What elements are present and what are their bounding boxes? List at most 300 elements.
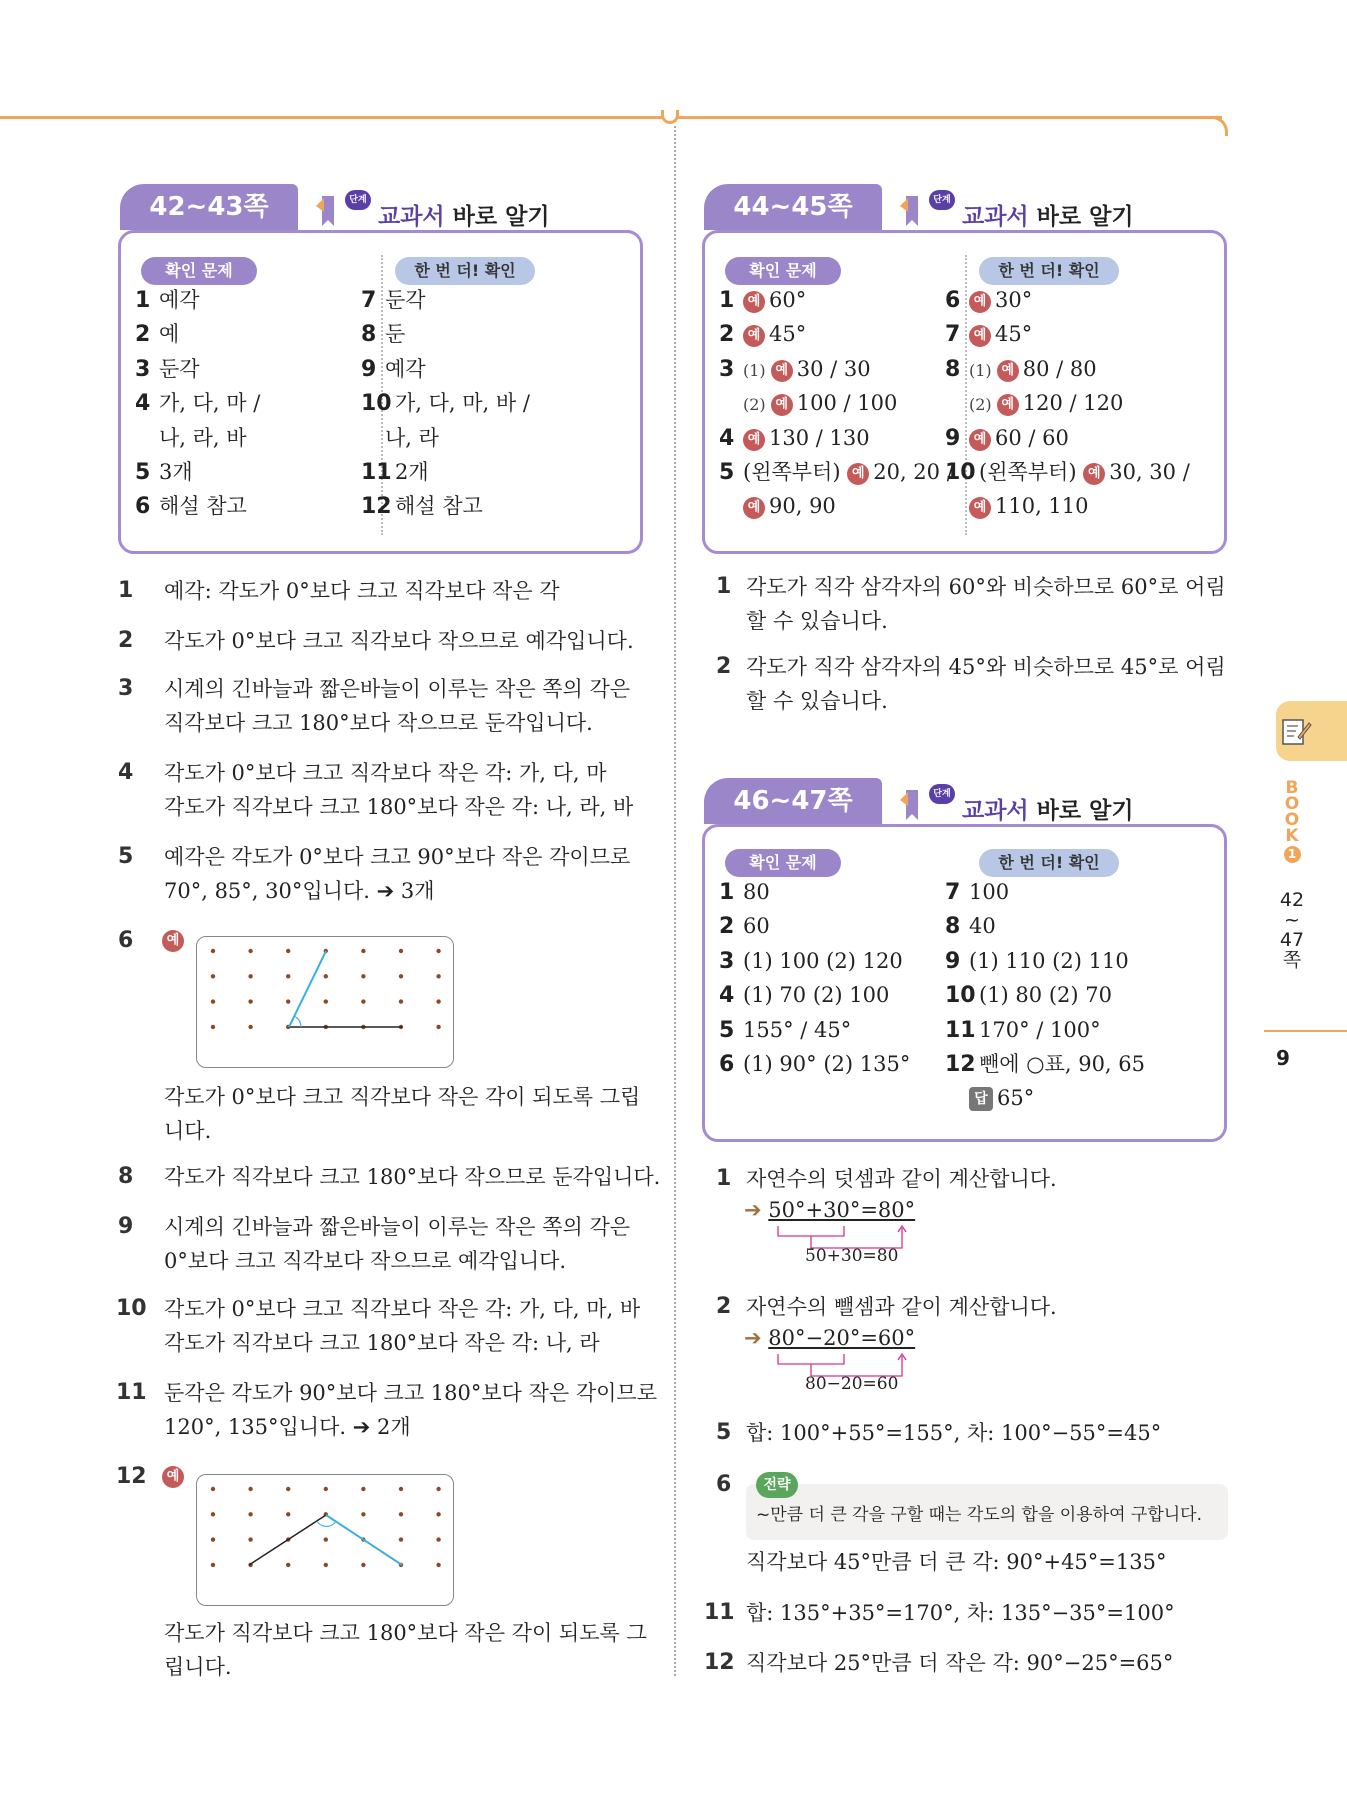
answer-sub: (1) <box>969 360 997 380</box>
explanation-item <box>118 1292 648 1372</box>
answer-row <box>719 877 770 908</box>
dot-grid-figure-6 <box>196 936 454 1068</box>
example-badge: 예 <box>743 325 765 347</box>
answer-row <box>719 491 836 521</box>
answer-row <box>945 388 1123 420</box>
grid-dot <box>361 999 365 1003</box>
column-divider <box>674 126 676 1676</box>
answer-row <box>361 388 530 419</box>
answer-row <box>719 980 889 1011</box>
answer-number: 6 <box>719 1052 735 1077</box>
explanation-text: 각도가 0°보다 크고 직각보다 작은 각: 가, 다, 마 <box>164 761 607 785</box>
explanation-text: 시계의 긴바늘과 짧은바늘이 이루는 작은 쪽의 각은 <box>164 677 631 701</box>
example-badge: 예 <box>1083 463 1105 485</box>
answer-row <box>945 423 1069 454</box>
explanation-text: 120°, 135°입니다. ➔ 2개 <box>164 1415 411 1439</box>
answer-row <box>945 911 996 942</box>
book-letter: K <box>1285 826 1299 846</box>
answer-text: 80 <box>743 880 770 904</box>
example-badge: 예 <box>743 497 765 519</box>
explanation-text: 각도가 직각 삼각자의 45°와 비슷하므로 45°로 어림 <box>746 655 1226 679</box>
grid-dot <box>436 1487 440 1491</box>
explanation-text: 직각보다 크고 180°보다 작으므로 둔각입니다. <box>164 711 593 735</box>
page-range-label: 42~43쪽 <box>120 184 298 230</box>
answer-row <box>361 319 405 350</box>
grid-dot <box>399 1537 403 1541</box>
grid-dot <box>436 1563 440 1567</box>
example-badge: 예 <box>847 463 869 485</box>
answer-number: 7 <box>945 880 961 905</box>
explanation-number: 5 <box>118 844 134 869</box>
tag-check: 확인 문제 <box>725 849 841 877</box>
page-range-side <box>1278 890 1306 970</box>
answer-text: (1) 110 (2) 110 <box>969 948 1129 973</box>
explanation-number: 10 <box>116 1296 147 1321</box>
answer-number: 12 <box>945 1052 976 1077</box>
explanation-item <box>716 570 1236 642</box>
answer-badge: 답 <box>969 1087 993 1111</box>
answer-text: 30, 30 / <box>1109 460 1190 484</box>
answer-number: 9 <box>361 356 377 382</box>
answer-row <box>135 491 247 522</box>
bookmark-icon <box>312 192 342 228</box>
answer-row <box>361 354 426 385</box>
answer-row <box>945 319 1032 350</box>
explanation-item <box>716 1290 1236 1330</box>
answer-row <box>719 354 871 386</box>
side-page-end: 47 <box>1279 929 1305 951</box>
answer-text: 100 / 100 <box>796 391 898 416</box>
answer-text: (1) 80 (2) 70 <box>979 983 1112 1008</box>
explanation-item <box>716 1416 1236 1456</box>
answer-number: 2 <box>719 914 735 940</box>
answer-row <box>135 354 200 385</box>
answer-number: 8 <box>945 914 961 940</box>
equation-text: 80°−20°=60° <box>768 1326 916 1350</box>
answer-text: 둔각 <box>385 288 426 312</box>
grid-dot <box>436 949 440 953</box>
explanation-text: 니다. <box>164 1119 212 1143</box>
grid-dot <box>399 974 403 978</box>
answer-row <box>945 1049 1145 1080</box>
answer-text: 예각 <box>385 356 426 381</box>
equation-2 <box>744 1326 915 1350</box>
answer-number: 5 <box>135 460 151 485</box>
bookmark-icon <box>896 192 926 228</box>
angle-drawing-6 <box>197 937 453 1067</box>
book-letter: O <box>1284 810 1300 830</box>
explanation-item <box>704 1646 1234 1686</box>
explanation-item <box>116 1376 658 1456</box>
explanation-text: 할 수 있습니다. <box>746 609 888 633</box>
answer-number: 11 <box>361 460 392 485</box>
grid-dot <box>248 999 252 1003</box>
equation-text: 50°+30°=80° <box>768 1198 916 1222</box>
grid-dot <box>324 999 328 1003</box>
grid-dot <box>436 1512 440 1516</box>
title-b: 바로 알기 <box>1036 798 1134 824</box>
explanation-text: 할 수 있습니다. <box>746 689 888 713</box>
answer-text: 60 / 60 <box>995 425 1069 450</box>
answer-text: 45° <box>995 322 1033 347</box>
explanation-item <box>716 1162 1236 1202</box>
answer-text: (1) 70 (2) 100 <box>743 983 890 1008</box>
answer-row <box>135 285 200 316</box>
grid-dot <box>248 1487 252 1491</box>
explanation-number: 9 <box>118 1214 134 1239</box>
explanation-number: 12 <box>704 1650 735 1675</box>
answer-number: 9 <box>945 425 961 451</box>
answer-box <box>702 230 1227 554</box>
explanation-text: 예각은 각도가 0°보다 크고 90°보다 작은 각이므로 <box>164 845 631 869</box>
answer-row <box>719 911 770 942</box>
answer-text: 3개 <box>159 460 193 484</box>
page-number: 9 <box>1276 1046 1290 1070</box>
title-a: 교과서 <box>378 204 445 230</box>
answer-text: 30 / 30 <box>796 356 871 381</box>
bookmark-icon <box>896 786 926 822</box>
grid-dot <box>248 974 252 978</box>
section-title <box>962 792 1134 825</box>
grid-dot <box>324 1563 328 1567</box>
explanation-text: 각도가 0°보다 크고 직각보다 작으므로 예각입니다. <box>164 629 634 653</box>
answer-text: 110, 110 <box>995 494 1089 519</box>
grid-dot <box>211 1512 215 1516</box>
grid-dot <box>324 1537 328 1541</box>
grid-dot <box>211 1025 215 1029</box>
grid-dot <box>286 1512 290 1516</box>
title-b: 바로 알기 <box>1036 204 1134 230</box>
explanation-number: 2 <box>716 654 732 679</box>
answer-row <box>945 1083 1034 1113</box>
calc-note-2: 80−20=60 <box>805 1374 899 1394</box>
book-letter: O <box>1284 794 1300 814</box>
side-tilde: ~ <box>1284 909 1300 931</box>
explanation-item <box>704 1596 1234 1636</box>
grid-dot <box>399 1487 403 1491</box>
book-letter: B <box>1285 778 1299 798</box>
answer-number: 2 <box>719 322 735 348</box>
answer-number: 1 <box>719 880 735 905</box>
grid-dot <box>324 974 328 978</box>
answer-row <box>135 457 193 488</box>
example-badge: 예 <box>743 291 765 313</box>
explanation-item <box>716 650 1236 722</box>
section-title <box>378 198 550 231</box>
grid-dot <box>286 999 290 1003</box>
answer-row <box>135 319 179 350</box>
step-badge: 단계 <box>929 190 955 210</box>
answer-text: 2개 <box>395 460 429 484</box>
grid-dot <box>286 974 290 978</box>
explanation-text: 70°, 85°, 30°입니다. ➔ 3개 <box>164 879 435 903</box>
top-rule-notch <box>661 110 679 124</box>
example-badge: 예 <box>771 360 793 382</box>
answer-text: (1) 90° (2) 135° <box>743 1052 911 1076</box>
answer-text: 60° <box>769 288 807 312</box>
answer-number: 2 <box>135 322 151 348</box>
explanation-text: 직각보다 25°만큼 더 작은 각: 90°−25°=65° <box>746 1651 1174 1675</box>
equation-1 <box>744 1198 915 1222</box>
answer-text: 60 <box>743 914 770 939</box>
explanation-number: 6 <box>118 928 134 953</box>
explanation-number: 2 <box>118 628 134 653</box>
answer-row <box>945 457 1190 488</box>
answer-row <box>719 1049 910 1080</box>
answer-row <box>361 423 439 453</box>
example-badge: 예 <box>969 497 991 519</box>
answer-number: 9 <box>945 948 961 974</box>
explanation-text: 합: 100°+55°=155°, 차: 100°−55°=45° <box>746 1421 1162 1445</box>
answer-text: 예 <box>159 322 180 347</box>
example-badge: 예 <box>997 360 1019 382</box>
answer-row <box>135 423 247 453</box>
answer-number: 8 <box>361 322 377 348</box>
example-badge: 예 <box>969 429 991 451</box>
grid-dot <box>286 1487 290 1491</box>
explanation-number: 8 <box>118 1164 134 1189</box>
answer-number: 12 <box>361 494 392 520</box>
answer-row <box>719 319 806 350</box>
example-badge: 예 <box>997 394 1019 416</box>
answer-number: 3 <box>719 948 735 974</box>
explanation-number: 1 <box>716 1166 732 1191</box>
answer-number: 8 <box>945 356 961 382</box>
title-a: 교과서 <box>962 798 1029 824</box>
answer-box <box>118 230 643 554</box>
step-badge: 단계 <box>345 190 371 210</box>
explanation-item <box>118 840 648 920</box>
answer-text: 20, 20 / <box>873 460 954 484</box>
calc-note-1: 50+30=80 <box>805 1246 899 1266</box>
answer-box <box>702 824 1227 1142</box>
explanation-item <box>118 1210 648 1290</box>
answer-number: 7 <box>945 322 961 348</box>
grid-dot <box>211 974 215 978</box>
angle-drawing-12 <box>197 1475 453 1605</box>
answer-number: 3 <box>135 356 151 382</box>
grid-dot <box>324 1487 328 1491</box>
explanation-text: 각도가 0°보다 크고 직각보다 작은 각이 되도록 그립 <box>164 1085 641 1109</box>
answer-number: 6 <box>135 494 151 520</box>
explanation-text: 각도가 직각보다 크고 180°보다 작은 각: 나, 라, 바 <box>164 795 634 819</box>
page-range-label: 46~47쪽 <box>704 778 882 824</box>
grid-dot <box>436 999 440 1003</box>
explanation-number: 11 <box>704 1600 735 1625</box>
answer-text: 90, 90 <box>769 494 836 519</box>
example-badge: 예 <box>969 325 991 347</box>
explanation-text: 립니다. <box>164 1655 232 1679</box>
explanation-text: 각도가 0°보다 크고 직각보다 작은 각: 가, 다, 마, 바 <box>164 1297 641 1321</box>
explanation-text: 합: 135°+35°=170°, 차: 135°−35°=100° <box>746 1601 1175 1625</box>
grid-dot <box>436 1025 440 1029</box>
answer-number: 3 <box>719 356 735 382</box>
explanation-text: 둔각은 각도가 90°보다 크고 180°보다 작은 각이므로 <box>164 1381 658 1405</box>
answer-row <box>719 285 806 316</box>
explanation-number: 11 <box>116 1380 147 1405</box>
explanation-number: 3 <box>118 676 134 701</box>
answer-number: 1 <box>135 288 151 313</box>
grid-dot <box>436 974 440 978</box>
explanation-text: 직각보다 45°만큼 더 큰 각: 90°+45°=135° <box>746 1550 1167 1574</box>
answer-number: 4 <box>719 425 735 451</box>
explanation-item <box>118 672 648 752</box>
answer-number: 4 <box>135 391 151 417</box>
grid-dot <box>399 949 403 953</box>
grid-dot <box>211 1487 215 1491</box>
answer-text: 둔각 <box>159 356 200 381</box>
explanation-number: 1 <box>118 578 134 603</box>
answer-number: 1 <box>719 288 735 313</box>
title-b: 바로 알기 <box>452 204 550 230</box>
grid-dot <box>248 949 252 953</box>
answer-text: 45° <box>769 322 807 347</box>
tag-check: 확인 문제 <box>141 257 257 285</box>
answer-text: 가, 다, 마, 바 / <box>395 391 530 416</box>
answer-row <box>719 457 954 488</box>
step-badge: 단계 <box>929 784 955 804</box>
answer-row <box>945 354 1097 386</box>
grid-dot <box>248 1512 252 1516</box>
page-range-label: 44~45쪽 <box>704 184 882 230</box>
answer-sub: (2) <box>969 395 997 415</box>
grid-dot <box>361 1563 365 1567</box>
answer-sub: (1) <box>743 360 771 380</box>
answer-number: 6 <box>945 288 961 313</box>
answer-row <box>945 491 1089 521</box>
explanation-number: 2 <box>716 1294 732 1319</box>
grid-dot <box>399 999 403 1003</box>
answer-number: 10 <box>361 391 392 417</box>
answer-row <box>719 946 903 977</box>
answer-row <box>719 423 870 454</box>
explanation-number: 1 <box>716 574 732 599</box>
answer-row <box>945 946 1129 977</box>
explanation-text: 자연수의 덧셈과 같이 계산합니다. <box>746 1167 1057 1191</box>
answer-number: 4 <box>719 983 735 1009</box>
answer-number: 5 <box>719 1017 735 1043</box>
answer-number: 11 <box>945 1017 976 1043</box>
explanation-text: 각도가 직각 삼각자의 60°와 비슷하므로 60°로 어림 <box>746 575 1226 599</box>
grid-dot <box>361 949 365 953</box>
answer-number: 5 <box>719 460 735 485</box>
answer-number: 7 <box>361 288 377 313</box>
example-badge: 예 <box>969 291 991 313</box>
answer-row <box>719 1015 851 1046</box>
explanation-number: 12 <box>116 1464 147 1489</box>
answer-text: 170° / 100° <box>979 1017 1101 1042</box>
answer-row <box>945 877 1009 908</box>
answer-text: 100 <box>969 880 1010 904</box>
answer-row <box>361 285 426 316</box>
answer-text: 40 <box>969 914 996 939</box>
explanation-text: 각도가 직각보다 크고 180°보다 작은 각이 되도록 그 <box>164 1621 647 1645</box>
answer-row <box>361 491 483 522</box>
strategy-text: ~만큼 더 큰 각을 구할 때는 각도의 합을 이용하여 구합니다. <box>756 1505 1202 1525</box>
grid-dot <box>211 1537 215 1541</box>
strategy-box <box>746 1484 1228 1540</box>
grid-dot <box>211 1563 215 1567</box>
explanation-text: 각도가 직각보다 크고 180°보다 작은 각: 나, 라 <box>164 1331 600 1355</box>
tag-once-more: 한 번 더! 확인 <box>979 257 1119 285</box>
section-title <box>962 198 1134 231</box>
dot-grid-figure-12 <box>196 1474 454 1606</box>
answer-prefix: (왼쪽부터) <box>979 460 1084 484</box>
answer-row <box>945 1015 1101 1046</box>
answer-text: 155° / 45° <box>743 1017 852 1042</box>
answer-text: 120 / 120 <box>1022 391 1124 416</box>
answer-text: 가, 다, 마 / <box>159 391 261 416</box>
answer-sub: (2) <box>743 395 771 415</box>
explanation-text: 예각: 각도가 0°보다 크고 직각보다 작은 각 <box>164 579 560 603</box>
answer-text: 둔 <box>385 322 406 347</box>
answer-text: 예각 <box>159 288 200 312</box>
tag-once-more: 한 번 더! 확인 <box>395 257 535 285</box>
answer-row <box>135 388 260 419</box>
book-number: 1 <box>1284 846 1301 863</box>
grid-dot <box>286 1563 290 1567</box>
answer-row <box>361 457 429 488</box>
explanation-item <box>118 756 648 836</box>
grid-dot <box>248 1025 252 1029</box>
arrow-icon: ➔ <box>744 1198 762 1222</box>
answer-row <box>945 285 1032 316</box>
side-page-start: 42 <box>1279 889 1305 911</box>
grid-dot <box>361 1487 365 1491</box>
grid-dot <box>211 999 215 1003</box>
side-tab <box>1276 701 1347 761</box>
answer-text: 뺀에 ○표, 90, 65 <box>979 1052 1146 1076</box>
answer-text: 해설 참고 <box>159 494 247 519</box>
answer-text: 나, 라 <box>385 425 439 450</box>
explanation-text: 시계의 긴바늘과 짧은바늘이 이루는 작은 쪽의 각은 <box>164 1215 631 1239</box>
top-rule <box>0 116 1222 119</box>
answer-row <box>719 388 897 420</box>
grid-dot <box>361 974 365 978</box>
tag-check: 확인 문제 <box>725 257 841 285</box>
example-badge: 예 <box>743 429 765 451</box>
example-badge: 예 <box>771 394 793 416</box>
explanation-text: 각도가 직각보다 크고 180°보다 작으므로 둔각입니다. <box>164 1165 661 1189</box>
example-badge: 예 <box>162 1466 184 1488</box>
explanation-number: 6 <box>716 1472 732 1497</box>
grid-dot <box>286 949 290 953</box>
example-badge: 예 <box>162 930 184 952</box>
explanation-text: 자연수의 뺄셈과 같이 계산합니다. <box>746 1295 1057 1319</box>
explanation-number: 5 <box>716 1420 732 1445</box>
answer-number: 10 <box>945 983 976 1009</box>
title-a: 교과서 <box>962 204 1029 230</box>
answer-text: 30° <box>995 288 1033 312</box>
arrow-icon: ➔ <box>744 1326 762 1350</box>
grid-dot <box>436 1537 440 1541</box>
answer-text: 65° <box>997 1086 1035 1111</box>
answer-text: 해설 참고 <box>395 494 483 519</box>
answer-text: 130 / 130 <box>769 425 870 450</box>
answer-text: 나, 라, 바 <box>159 425 247 450</box>
explanation-text: 0°보다 크고 직각보다 작으므로 예각입니다. <box>164 1249 567 1273</box>
strategy-badge: 전략 <box>756 1472 798 1498</box>
answer-prefix: (왼쪽부터) <box>743 460 848 484</box>
explanation-number: 4 <box>118 760 134 785</box>
book-label <box>1282 780 1302 863</box>
grid-dot <box>399 1512 403 1516</box>
answer-text: 80 / 80 <box>1022 356 1097 381</box>
grid-dot <box>361 1512 365 1516</box>
grid-dot <box>211 949 215 953</box>
note-pencil-icon <box>1280 715 1312 747</box>
tag-once-more: 한 번 더! 확인 <box>979 849 1119 877</box>
